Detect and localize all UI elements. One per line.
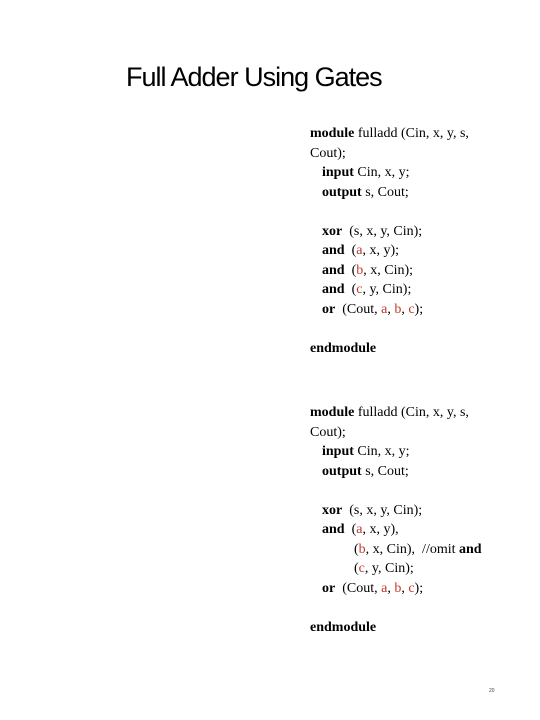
signal-name: b: [356, 262, 364, 278]
code-text: (: [344, 243, 357, 258]
code-line: [310, 540, 482, 560]
code-blank-line: [310, 202, 469, 222]
code-line: [310, 462, 482, 482]
keyword: and: [322, 522, 345, 537]
code-blank-line: [310, 319, 469, 339]
code-text: ,: [387, 580, 395, 596]
keyword: output: [322, 184, 362, 200]
code-text: , x, Cin), //omit: [365, 541, 460, 557]
signal-name: c: [408, 301, 415, 317]
code-line: [310, 241, 469, 261]
code-text: , y, Cin);: [362, 282, 412, 297]
code-line: [310, 442, 482, 462]
keyword: endmodule: [310, 619, 377, 635]
keyword: xor: [322, 502, 343, 518]
keyword: xor: [322, 223, 343, 239]
code-text: Cout);: [310, 145, 346, 161]
code-line: [310, 280, 469, 300]
keyword: or: [322, 580, 336, 596]
code-text: , x, y),: [362, 522, 399, 537]
code-text: Cout);: [310, 424, 346, 440]
code-text: , x, y);: [362, 243, 400, 258]
code-text: Cin, x, y;: [353, 444, 410, 459]
code-text: fulladd (Cin, x, y, s,: [354, 126, 469, 141]
code-block-gates-compact: [310, 403, 482, 637]
keyword: module: [310, 126, 355, 141]
signal-name: a: [381, 301, 388, 317]
code-block-gates: [310, 124, 469, 358]
code-line: [310, 559, 482, 579]
code-text: s, Cout;: [361, 184, 409, 200]
code-text: (: [354, 561, 359, 576]
signal-name: b: [394, 580, 402, 596]
code-line: [310, 403, 482, 423]
code-text: (: [344, 262, 357, 278]
code-text: );: [414, 580, 424, 596]
signal-name: c: [408, 580, 415, 596]
code-line: [310, 520, 482, 540]
keyword: output: [322, 463, 362, 479]
keyword: endmodule: [310, 340, 377, 356]
code-line: [310, 183, 469, 203]
code-line: [310, 339, 469, 359]
signal-name: c: [356, 282, 363, 297]
code-text: fulladd (Cin, x, y, s,: [354, 405, 469, 420]
signal-name: b: [394, 301, 402, 317]
code-line: [310, 144, 469, 164]
code-text: s, Cout;: [361, 463, 409, 479]
keyword: or: [322, 301, 336, 317]
keyword: input: [322, 444, 354, 459]
code-text: (s, x, y, Cin);: [342, 502, 423, 518]
code-text: (: [354, 541, 359, 557]
code-text: , x, Cin);: [363, 262, 414, 278]
code-line: [310, 579, 482, 599]
code-text: , y, Cin);: [364, 561, 414, 576]
page-title: Full Adder Using Gates: [126, 62, 382, 92]
code-text: ,: [401, 301, 409, 317]
signal-name: c: [358, 561, 365, 576]
keyword: module: [310, 405, 355, 420]
code-text: ,: [401, 580, 409, 596]
code-line: [310, 423, 482, 443]
code-text: (Cout,: [335, 580, 382, 596]
keyword: and: [322, 262, 345, 278]
code-line: [310, 124, 469, 144]
code-line: [310, 163, 469, 183]
code-text: ,: [387, 301, 395, 317]
signal-name: a: [356, 243, 363, 258]
keyword: and: [322, 243, 345, 258]
code-line: [310, 501, 482, 521]
code-text: );: [414, 301, 424, 317]
code-blank-line: [310, 598, 482, 618]
code-text: Cin, x, y;: [353, 165, 410, 180]
code-line: [310, 300, 469, 320]
code-line: [310, 222, 469, 242]
keyword: and: [322, 282, 345, 297]
page-number: 20: [489, 688, 495, 694]
code-text: (Cout,: [335, 301, 382, 317]
code-line: [310, 618, 482, 638]
code-text: (: [344, 522, 357, 537]
code-line: [310, 261, 469, 281]
signal-name: a: [381, 580, 388, 596]
keyword: input: [322, 165, 354, 180]
code-text: (: [344, 282, 357, 297]
code-blank-line: [310, 481, 482, 501]
code-text: (s, x, y, Cin);: [342, 223, 423, 239]
signal-name: b: [358, 541, 366, 557]
signal-name: a: [356, 522, 363, 537]
keyword: and: [459, 541, 482, 557]
